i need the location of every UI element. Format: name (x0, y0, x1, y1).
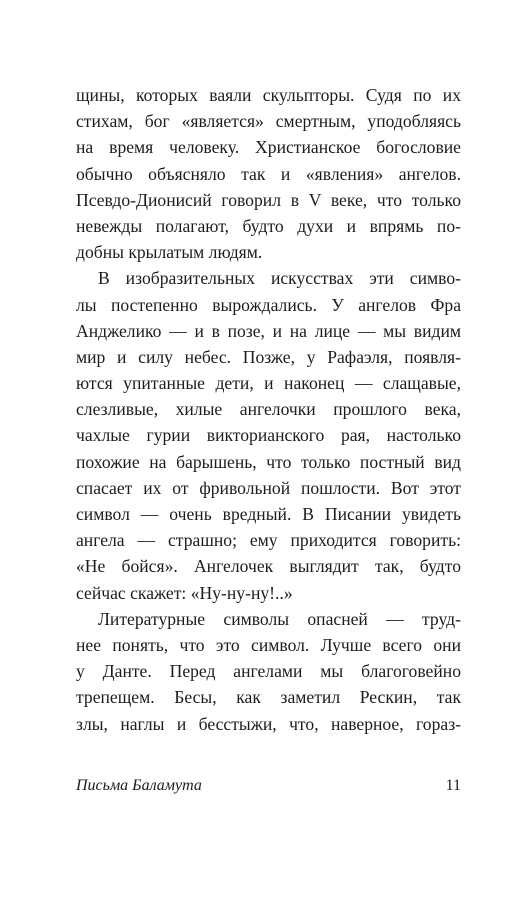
text-line: на время человеку. Христианское богословие (76, 137, 461, 158)
text-line: похожие на барышень, что только постный вид (76, 451, 461, 472)
page-number: 11 (445, 777, 461, 794)
text-line: стихам, бог «является» смертным, уподобляясь (76, 111, 461, 132)
body-text (76, 82, 461, 737)
text-line: «Не бойся». Ангелочек выглядит так, будто (76, 556, 461, 577)
text-line: Псевдо-Дионисий говорил в V веке, что только (76, 189, 461, 210)
text-line: чахлые гурии викторианского рая, настолько (76, 425, 461, 446)
text-line: обычно объясняло так и «явления» ангелов. (76, 163, 461, 184)
text-line: у Данте. Перед ангелами мы благоговейно (76, 661, 461, 682)
text-line: сейчас скажет: «Ну-ну-ну!..» (76, 582, 293, 603)
text-line: добны крылатым людям. (76, 242, 263, 263)
text-line: мир и силу небес. Позже, у Рафаэля, появля- (76, 346, 461, 367)
text-line: Анджелико — и в позе, и на лице — мы видим (76, 320, 461, 341)
text-line: трепещем. Бесы, как заметил Рескин, так (76, 687, 461, 708)
text-line: слезливые, хилые ангелочки прошлого века, (76, 399, 461, 420)
text-line: Литературные символы опасней — труд- (98, 608, 461, 629)
text-line: лы постепенно вырождались. У ангелов Фра (76, 294, 461, 315)
page-footer (76, 777, 461, 801)
text-line: ангела — страшно; ему приходится говорить: (76, 530, 461, 551)
text-line: невежды полагают, будто духи и впрямь по- (76, 215, 461, 236)
text-line: В изобразительных искусствах эти симво- (98, 268, 461, 289)
text-line: злы, наглы и бесстыжи, что, наверное, гораз- (76, 713, 461, 734)
text-line: щины, которых ваяли скульпторы. Судя по их (76, 85, 461, 105)
text-line: символ — очень вредный. В Писании увидеть (76, 504, 461, 524)
running-title: Письма Баламута (76, 777, 202, 794)
text-line: спасает их от фривольной пошлости. Вот этот (76, 477, 461, 498)
text-line: нее понять, что это символ. Лучше всего они (76, 634, 461, 655)
text-line: ются упитанные дети, и наконец — слащавые, (76, 373, 461, 394)
